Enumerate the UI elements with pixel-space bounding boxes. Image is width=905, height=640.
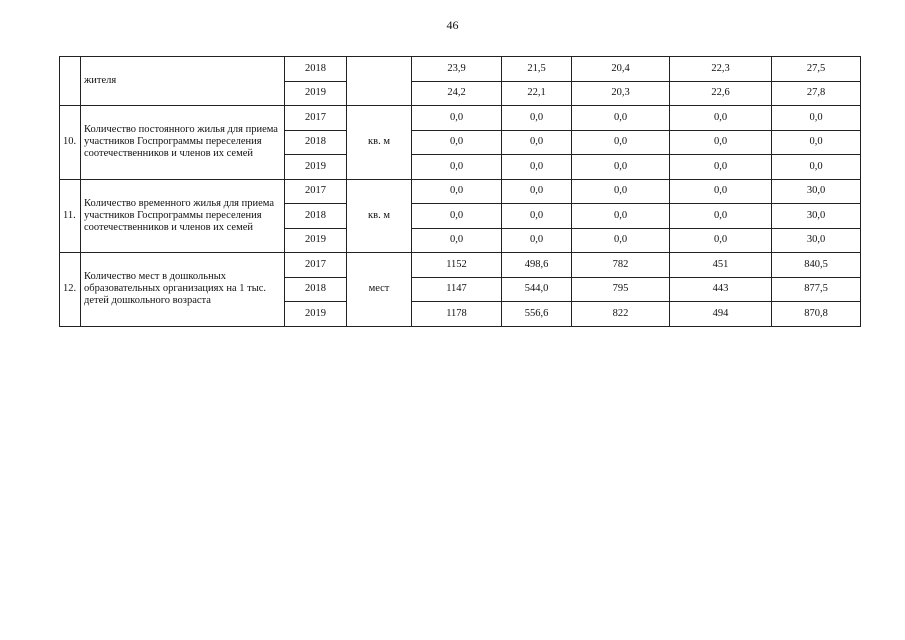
value-cell: 27,5 [772, 57, 861, 82]
year-cell: 2017 [285, 253, 347, 278]
value-cell: 0,0 [670, 106, 772, 131]
value-cell: 1147 [412, 277, 502, 302]
row-number: 11. [60, 179, 81, 253]
value-cell: 30,0 [772, 204, 861, 229]
value-cell: 0,0 [412, 204, 502, 229]
value-cell: 795 [572, 277, 670, 302]
value-cell: 0,0 [572, 204, 670, 229]
value-cell: 21,5 [502, 57, 572, 82]
value-cell: 451 [670, 253, 772, 278]
value-cell: 22,1 [502, 81, 572, 106]
value-cell: 1178 [412, 302, 502, 327]
year-cell: 2019 [285, 302, 347, 327]
value-cell: 782 [572, 253, 670, 278]
row-number: 12. [60, 253, 81, 327]
value-cell: 544,0 [502, 277, 572, 302]
value-cell: 0,0 [412, 228, 502, 253]
value-cell: 0,0 [670, 228, 772, 253]
value-cell: 0,0 [412, 130, 502, 155]
value-cell: 0,0 [670, 130, 772, 155]
year-cell: 2018 [285, 130, 347, 155]
value-cell: 0,0 [412, 155, 502, 180]
value-cell: 0,0 [572, 179, 670, 204]
value-cell: 870,8 [772, 302, 861, 327]
value-cell: 877,5 [772, 277, 861, 302]
unit-cell: кв. м [347, 106, 412, 180]
value-cell: 0,0 [502, 155, 572, 180]
value-cell: 0,0 [572, 228, 670, 253]
unit-cell: мест [347, 253, 412, 327]
value-cell: 0,0 [670, 179, 772, 204]
value-cell: 20,3 [572, 81, 670, 106]
value-cell: 27,8 [772, 81, 861, 106]
value-cell: 840,5 [772, 253, 861, 278]
table-row [60, 179, 861, 204]
year-cell: 2017 [285, 106, 347, 131]
value-cell: 0,0 [772, 130, 861, 155]
unit-cell [347, 57, 412, 106]
year-cell: 2017 [285, 179, 347, 204]
value-cell: 443 [670, 277, 772, 302]
value-cell: 30,0 [772, 179, 861, 204]
value-cell: 0,0 [502, 106, 572, 131]
value-cell: 0,0 [502, 179, 572, 204]
page-number: 46 [446, 18, 459, 32]
year-cell: 2019 [285, 81, 347, 106]
table-row [60, 57, 861, 82]
row-number: 10. [60, 106, 81, 180]
value-cell: 1152 [412, 253, 502, 278]
value-cell: 24,2 [412, 81, 502, 106]
unit-cell: кв. м [347, 179, 412, 253]
value-cell: 0,0 [572, 106, 670, 131]
value-cell: 23,9 [412, 57, 502, 82]
year-cell: 2019 [285, 228, 347, 253]
value-cell: 0,0 [670, 204, 772, 229]
indicator-name: Количество временного жилья для приема участников Госпрограммы переселения соотечественников и членов их семей [81, 179, 285, 253]
value-cell: 556,6 [502, 302, 572, 327]
value-cell: 0,0 [572, 155, 670, 180]
value-cell: 494 [670, 302, 772, 327]
value-cell: 0,0 [502, 204, 572, 229]
value-cell: 30,0 [772, 228, 861, 253]
table-row [60, 253, 861, 278]
value-cell: 20,4 [572, 57, 670, 82]
year-cell: 2018 [285, 204, 347, 229]
year-cell: 2018 [285, 277, 347, 302]
value-cell: 0,0 [670, 155, 772, 180]
value-cell: 0,0 [502, 228, 572, 253]
value-cell: 0,0 [572, 130, 670, 155]
indicator-name: Количество мест в дошкольных образовательных организациях на 1 тыс. детей дошкольного возраста [81, 253, 285, 327]
year-cell: 2018 [285, 57, 347, 82]
table-row [60, 106, 861, 131]
value-cell: 0,0 [412, 106, 502, 131]
value-cell: 822 [572, 302, 670, 327]
year-cell: 2019 [285, 155, 347, 180]
value-cell: 0,0 [772, 106, 861, 131]
row-number [60, 57, 81, 106]
value-cell: 0,0 [412, 179, 502, 204]
value-cell: 22,3 [670, 57, 772, 82]
value-cell: 0,0 [502, 130, 572, 155]
indicator-name: Количество постоянного жилья для приема участников Госпрограммы переселения соотечественников и членов их семей [81, 106, 285, 180]
value-cell: 0,0 [772, 155, 861, 180]
value-cell: 498,6 [502, 253, 572, 278]
value-cell: 22,6 [670, 81, 772, 106]
table-body [60, 57, 861, 327]
statistics-table [59, 56, 861, 327]
indicator-name: жителя [81, 57, 285, 106]
